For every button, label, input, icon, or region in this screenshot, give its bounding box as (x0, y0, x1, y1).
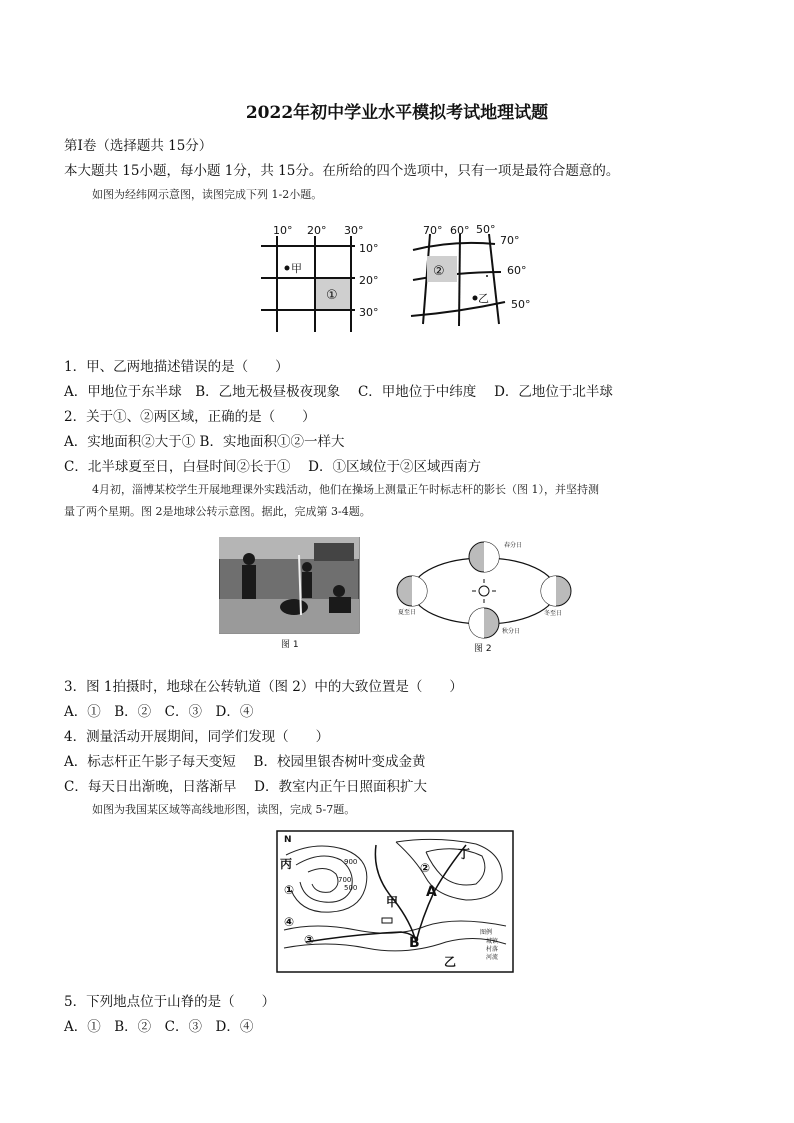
town-icon (382, 918, 392, 923)
orbit-label-winter: 冬至日 (544, 610, 563, 617)
right-right-label: 60° (507, 264, 527, 277)
map-label-yi: 乙 (444, 955, 457, 969)
contour-label: 500 (344, 884, 358, 892)
page-title: 2022年初中学业水平模拟考试地理试题 (245, 103, 549, 123)
left-right-label: 10° (359, 242, 379, 255)
q5-options: A．① B．② C．③ D．④ (64, 1019, 254, 1035)
right-right-label: 70° (500, 234, 520, 247)
right-top-label: 70° (423, 224, 443, 237)
orbit-label-spring: 春分日 (504, 542, 523, 549)
instruction-text: 本大题共 15小题，每小题 1分，共 15分。在所给的四个选项中，只有一项是最符合题意的。 (64, 163, 620, 179)
contour-label: 700 (338, 876, 352, 884)
q2-stem: 2．关于①、②两区域，正确的是（ ） (64, 409, 316, 425)
map-label-2: ② (420, 861, 431, 875)
map-label-b: B (409, 935, 420, 951)
point-jia-label: 甲 (291, 262, 302, 275)
photo-caption: 图 1 (281, 640, 299, 650)
q5-stem: 5．下列地点位于山脊的是（ ） (64, 994, 276, 1010)
map-label-3: ③ (304, 933, 315, 947)
point-jia-dot (285, 266, 290, 271)
earth-winter (541, 576, 571, 606)
left-top-label: 10° (273, 224, 293, 237)
right-right-label: 50° (511, 298, 531, 311)
left-right-label: 30° (359, 306, 379, 319)
point-yi-label: 乙 (478, 292, 489, 305)
point-yi-dot (473, 296, 478, 301)
field-photo (219, 537, 361, 652)
map-label-ding: 丁 (458, 847, 471, 861)
orbit-label-summer: 夏至日 (398, 609, 417, 616)
legend-river: 河流 (486, 954, 499, 961)
map-label-jia: 甲 (386, 895, 399, 909)
region-1-label: ① (326, 288, 338, 303)
q3-stem: 3．图 1拍摄时，地球在公转轨道（图 2）中的大致位置是（ ） (64, 679, 463, 695)
map-label-4: ④ (284, 915, 295, 929)
graticule-right (411, 234, 505, 326)
q4-options-line1: A．标志杆正午影子每天变短 B．校园里银杏树叶变成金黄 (64, 754, 426, 770)
legend-title: 图例 (480, 929, 493, 936)
intro-1-2: 如图为经纬网示意图，读图完成下列 1-2小题。 (92, 188, 323, 201)
section-heading: 第Ⅰ卷（选择题共 15分） (64, 138, 213, 154)
orbit-label-autumn: 秋分日 (502, 628, 521, 635)
legend-village: 村落 (486, 946, 499, 953)
map-dot (486, 275, 488, 277)
q2-options-line1: A．实地面积②大于① B．实地面积①②一样大 (64, 434, 345, 450)
sun-icon (479, 586, 489, 596)
q1-stem: 1．甲、乙两地描述错误的是（ ） (64, 359, 289, 375)
region-2-label: ② (433, 264, 445, 279)
right-top-label: 60° (450, 224, 470, 237)
left-right-label: 20° (359, 274, 379, 287)
north-label: N (284, 835, 292, 845)
earth-summer (397, 576, 427, 606)
map-label-bing: 丙 (280, 857, 293, 871)
orbit-caption: 图 2 (474, 644, 492, 654)
q3-options: A．① B．② C．③ D．④ (64, 704, 254, 720)
earth-autumn (469, 608, 499, 638)
q4-stem: 4．测量活动开展期间，同学们发现（ ） (64, 729, 330, 745)
intro-3-4-line1: 4月初，淄博某校学生开展地理课外实践活动，他们在操场上测量正午时标志杆的影长（图 1），并坚持测 (92, 483, 599, 496)
intro-5-7: 如图为我国某区域等高线地形图，读图，完成 5-7题。 (92, 803, 356, 816)
contour-label: 900 (344, 858, 358, 866)
orbit-diagram (394, 537, 574, 655)
q2-options-line2: C．北半球夏至日，白昼时间②长于① D．①区域位于②区域西南方 (64, 459, 481, 475)
map-label-a: A (426, 884, 437, 900)
left-top-label: 20° (307, 224, 327, 237)
right-top-label: 50° (476, 223, 496, 236)
contour-map (276, 830, 516, 975)
earth-spring (469, 542, 499, 572)
q4-options-line2: C．每天日出渐晚，日落渐早 D．教室内正午日照面积扩大 (64, 779, 427, 795)
legend-town: 城镇 (486, 938, 499, 945)
map-label-1: ① (284, 883, 295, 897)
intro-3-4-line2: 量了两个星期。图 2是地球公转示意图。据此，完成第 3-4题。 (64, 505, 371, 518)
left-top-label: 30° (344, 224, 364, 237)
q1-options: A．甲地位于东半球 B．乙地无极昼极夜现象 C．甲地位于中纬度 D．乙地位于北半球 (64, 384, 613, 400)
graticule-figure (255, 220, 545, 345)
